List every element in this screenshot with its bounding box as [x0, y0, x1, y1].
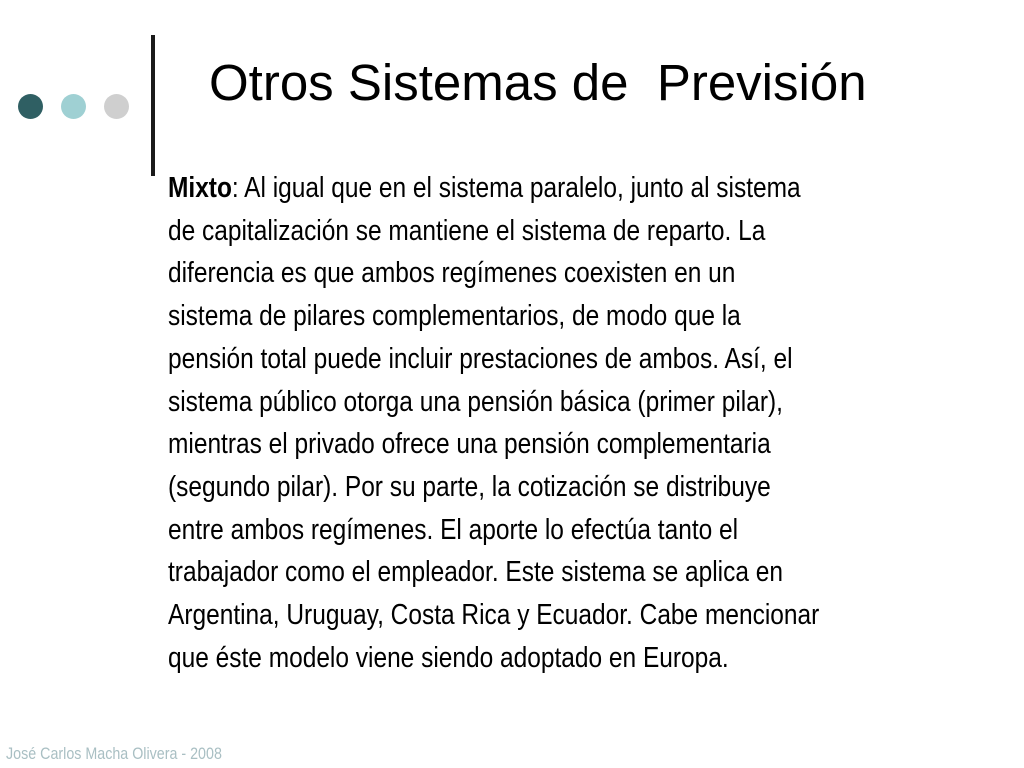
body-line: sistema público otorga una pensión básica (primer pilar),: [168, 384, 783, 417]
body-line: que éste modelo viene siendo adoptado en Europa.: [168, 640, 729, 673]
slide-body: [168, 166, 851, 678]
body-line: diferencia es que ambos regímenes coexisten en un: [168, 256, 736, 289]
decorative-dot-teal: [61, 94, 86, 119]
slide-title: Otros Sistemas de Previsión: [209, 54, 867, 111]
body-line: trabajador como el empleador. Este sistema se aplica en: [168, 555, 783, 588]
body-line: entre ambos regímenes. El aporte lo efectúa tanto el: [168, 512, 739, 545]
title-divider-line: [151, 35, 155, 176]
body-line: pensión total puede incluir prestaciones de ambos. Así, el: [168, 341, 793, 374]
body-line: (segundo pilar). Por su parte, la cotización se distribuye: [168, 469, 771, 502]
decorative-dot-gray: [104, 94, 129, 119]
slide-footer-author: José Carlos Macha Olivera - 2008: [6, 744, 222, 763]
term-mixto: Mixto: [168, 171, 232, 203]
body-line: sistema de pilares complementarios, de modo que la: [168, 299, 741, 332]
body-line: de capitalización se mantiene el sistema de reparto. La: [168, 213, 766, 246]
decorative-dot-dark: [18, 94, 43, 119]
body-line: Argentina, Uruguay, Costa Rica y Ecuador. Cabe mencionar: [168, 598, 820, 631]
body-line: mientras el privado ofrece una pensión complementaria: [168, 427, 771, 460]
body-line-text: : Al igual que en el sistema paralelo, junto al sistema: [231, 171, 801, 203]
body-line: [168, 166, 851, 209]
